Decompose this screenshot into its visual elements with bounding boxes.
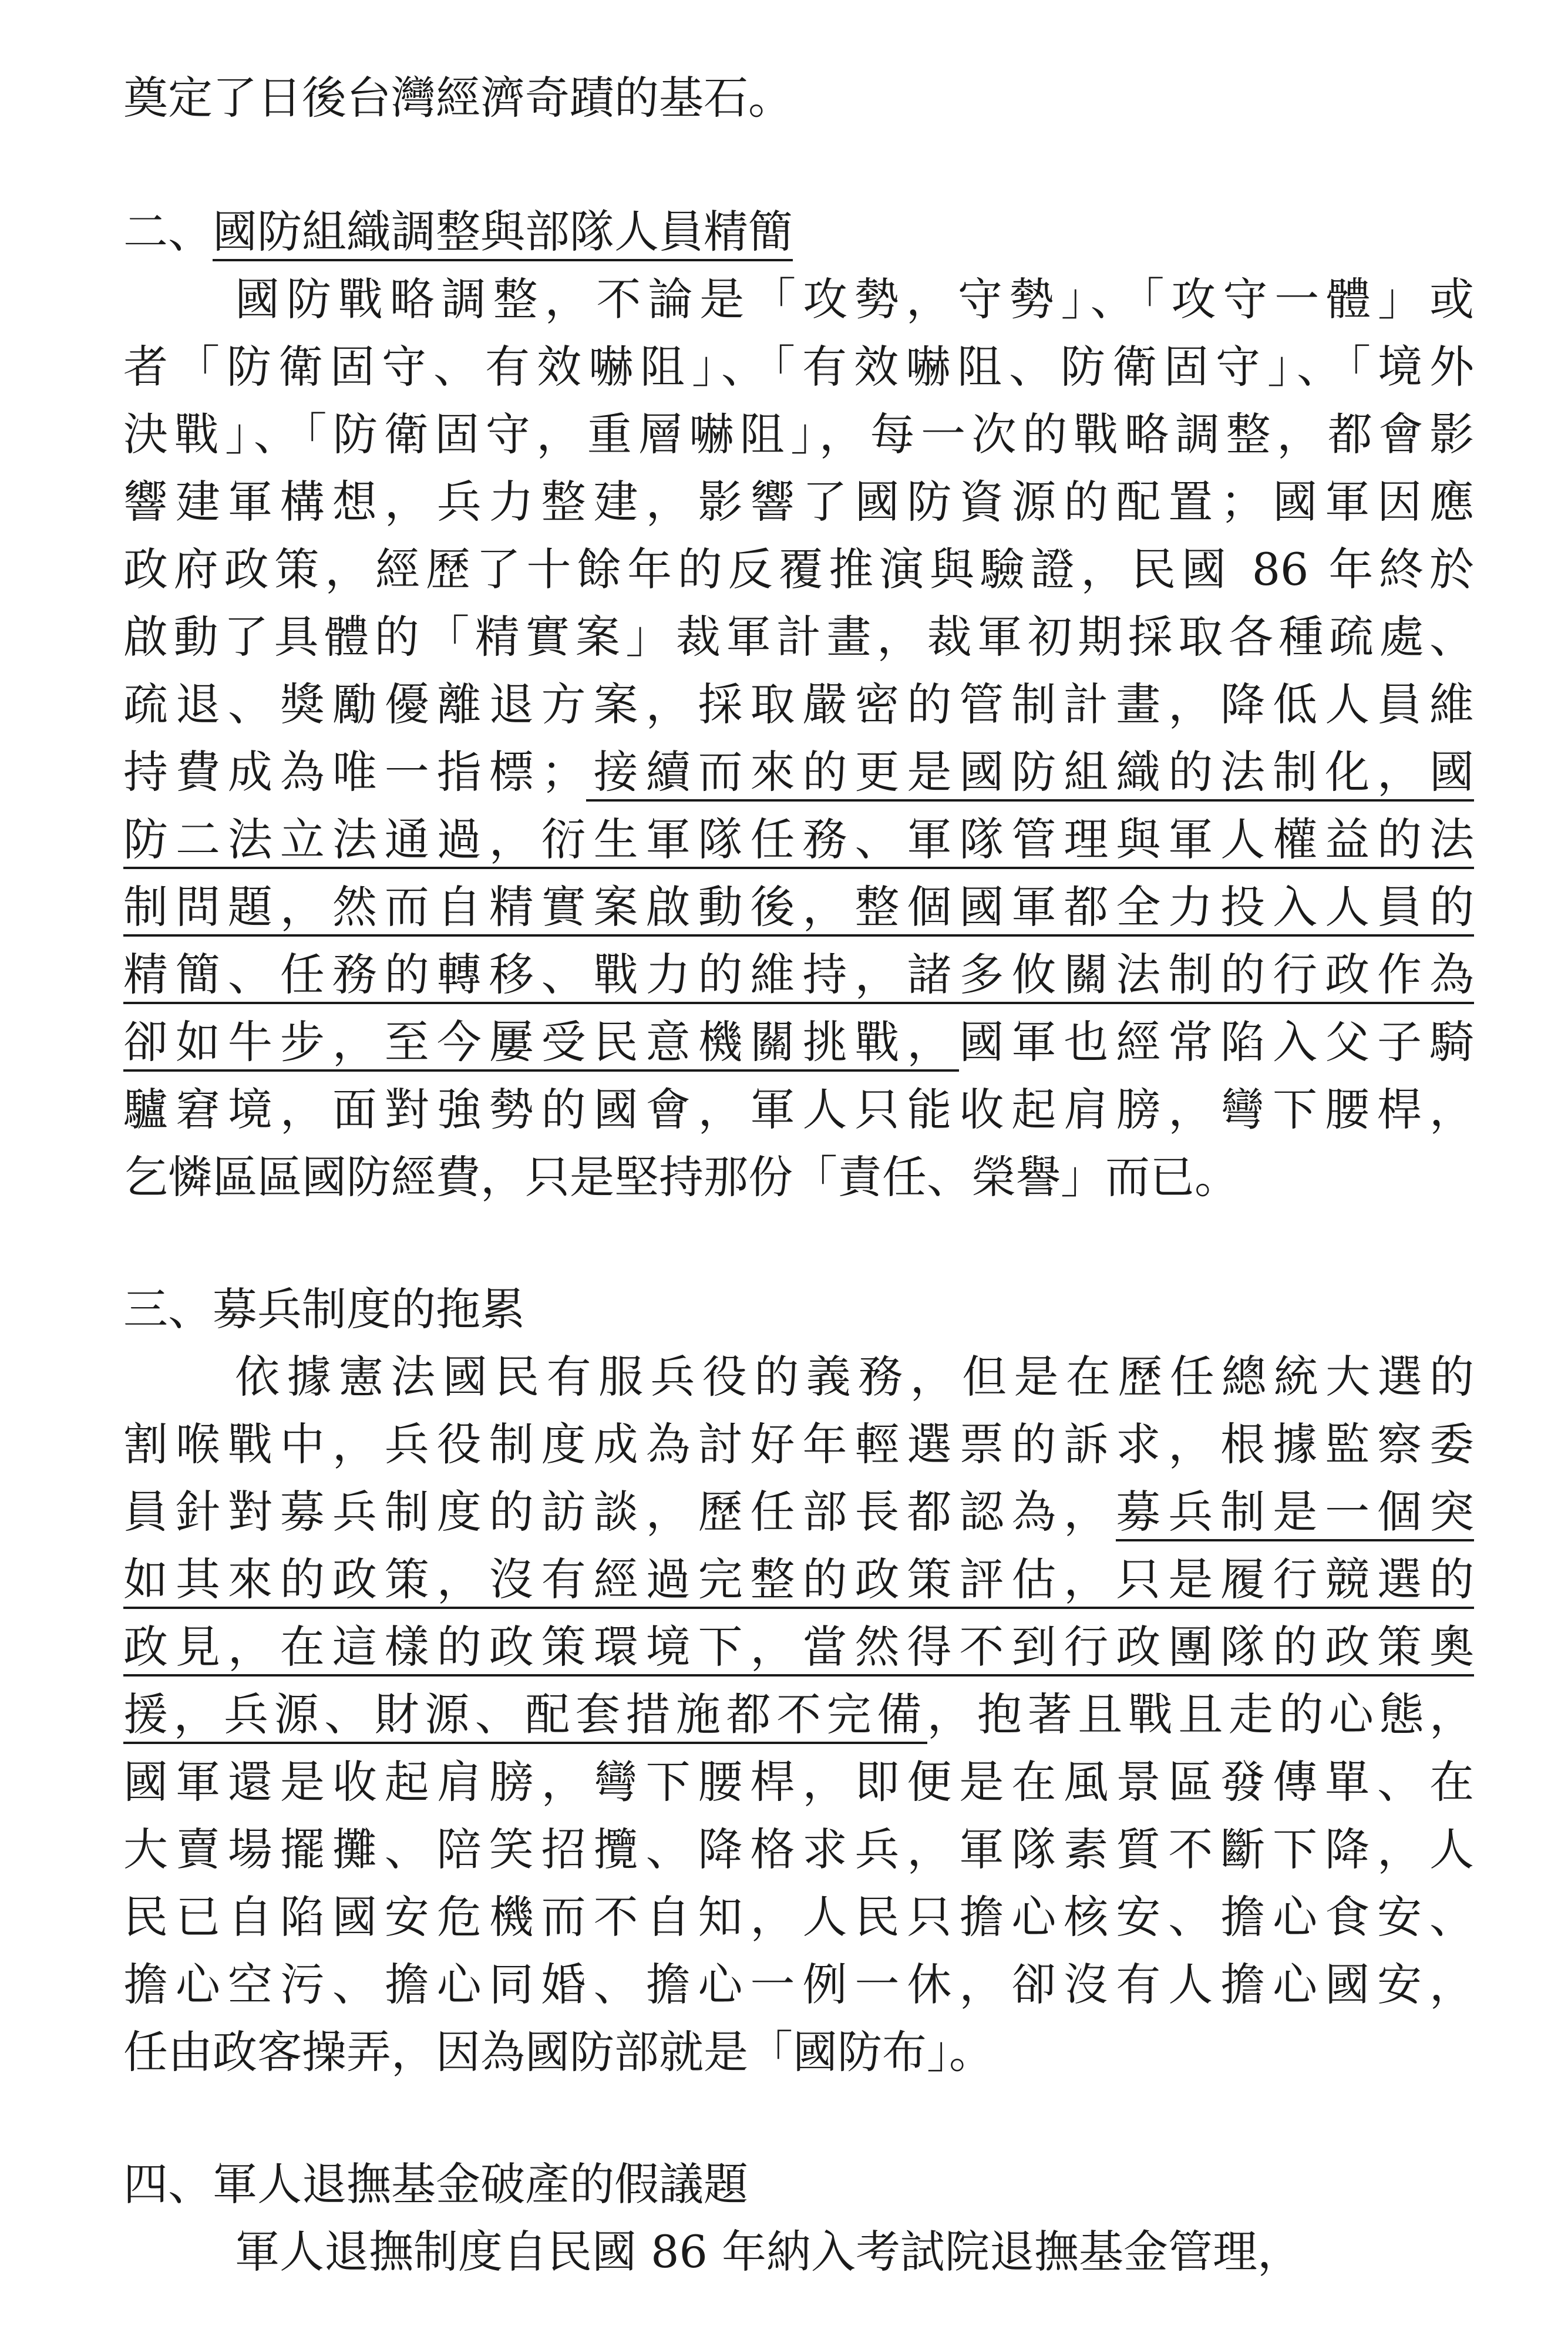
section2-line-5: 政府政策，經歷了十餘年的反覆推演與驗證，民國 86 年終於 [123,543,1474,595]
section4-title: 軍人退撫基金破產的假議題 [213,2158,748,2210]
intro-tail-text: 奠定了日後台灣經濟奇蹟的基石。 [123,72,793,124]
section3-line-4 [123,1547,1474,1613]
section2-line-12-underlined: 卻如牛步，至今屢受民意機關挑戰， [123,1016,959,1072]
section3-heading [123,1277,1474,1343]
section3-line-6-underlined: 援，兵源、財源、配套措施都不完備 [123,1688,927,1744]
intro-tail-line [123,66,1474,132]
section4-line-1: 軍人退撫制度自民國 86 年納入考試院退撫基金管理， [235,2226,1303,2278]
section2-line-8 [123,740,1474,806]
section2-line-13: 驢窘境，面對強勢的國會，軍人只能收起肩膀，彎下腰桿， [123,1083,1474,1136]
section3-underlined-text: 政見，在這樣的政策環境下，當然得不到行政團隊的政策奧 [123,1621,1474,1676]
section4-heading [123,2152,1474,2218]
section2-underlined-text: 精簡、任務的轉移、戰力的維持，諸多攸關法制的行政作為 [123,948,1474,1004]
section3-line-3 [123,1480,1474,1546]
section2-underlined-text: 制問題，然而自精實案啟動後，整個國軍都全力投入人員的 [123,881,1474,937]
section3-line-3-plain: 員針對募兵制度的訪談，歷任部長都認為， [123,1486,1116,1538]
section2-number: 二、 [123,206,213,258]
section3-line-2: 割喉戰中，兵役制度成為討好年輕選票的訴求，根據監察委 [123,1418,1474,1470]
section2-line-6: 啟動了具體的「精實案」裁軍計畫，裁軍初期採取各種疏處、 [123,611,1474,663]
section3-line-5 [123,1615,1474,1681]
section3-line-9: 民已自陷國安危機而不自知，人民只擔心核安、擔心食安、 [123,1891,1474,1943]
section3-line-11: 任由政客操弄，因為國防部就是「國防布」。 [123,2026,994,2078]
section2-line-2: 者「防衛固守、有效嚇阻」、「有效嚇阻、防衛固守」、「境外 [123,341,1474,393]
section2-underlined-text: 防二法立法通過，衍生軍隊任務、軍隊管理與軍人權益的法 [123,813,1474,869]
section4-number: 四、 [123,2158,213,2210]
section2-line-8-underlined: 接續而來的更是國防組織的法制化，國 [586,746,1474,802]
section3-underlined-text: 如其來的政策，沒有經過完整的政策評估，只是履行競選的 [123,1553,1474,1609]
section3-line-1: 依據憲法國民有服兵役的義務，但是在歷任總統大選的 [235,1351,1474,1403]
section2-line-10 [123,875,1474,941]
section2-line-1: 國防戰略調整，不論是「攻勢，守勢」、「攻守一體」或 [235,273,1474,325]
section3-line-3-underlined: 募兵制是一個突 [1116,1486,1474,1541]
section3-line-8: 大賣場擺攤、陪笑招攬、降格求兵，軍隊素質不斷下降，人 [123,1823,1474,1876]
section2-line-11 [123,942,1474,1008]
section2-line-4: 響建軍構想，兵力整建，影響了國防資源的配置；國軍因應 [123,476,1474,528]
section3-title: 募兵制度的拖累 [213,1283,525,1335]
section2-title: 國防組織調整與部隊人員精簡 [213,206,793,261]
section3-line-7: 國軍還是收起肩膀，彎下腰桿，即便是在風景區發傳單、在 [123,1756,1474,1808]
section3-line-6-plain: ，抱著且戰且走的心態， [927,1688,1475,1741]
section3-line-10: 擔心空污、擔心同婚、擔心一例一休，卻沒有人擔心國安， [123,1958,1474,2011]
section2-line-8-plain: 持費成為唯一指標； [123,746,586,798]
section2-heading [123,200,1474,265]
section3-number: 三、 [123,1283,213,1335]
section2-line-12-plain: 國軍也經常陷入父子騎 [959,1016,1474,1068]
section2-line-12 [123,1010,1474,1076]
section2-line-3: 決戰」、「防衛固守，重層嚇阻」，每一次的戰略調整，都會影 [123,408,1474,460]
section2-line-9 [123,807,1474,873]
section3-line-6 [123,1682,1474,1748]
section2-line-14: 乞憐區區國防經費，只是堅持那份「責任、榮譽」而已。 [123,1151,1239,1203]
section2-line-7: 疏退、獎勵優離退方案，採取嚴密的管制計畫，降低人員維 [123,678,1474,730]
